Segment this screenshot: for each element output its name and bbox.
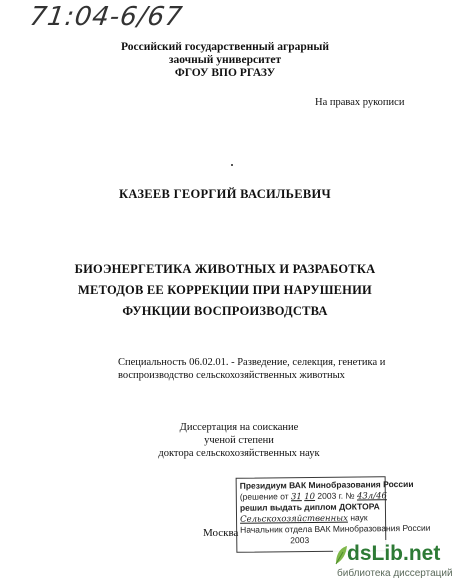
degree-line-3: доктора сельскохозяйственных наук (158, 448, 320, 459)
institution-line-1: Российский государственный аграрный (121, 41, 329, 53)
stamp-month: 10 (304, 491, 316, 502)
title-line-3: ФУНКЦИИ ВОСПРОИЗВОДСТВА (122, 304, 328, 318)
title-line-1: БИОЭНЕРГЕТИКА ЖИВОТНЫХ И РАЗРАБОТКА (74, 262, 376, 276)
specialty-line-2: воспроизводство сельскохозяйственных животных (118, 370, 345, 381)
stamp-field-suffix: наук (350, 511, 368, 523)
stamp-number: 43л/46 (356, 490, 387, 502)
stamp-year: 2003 (317, 490, 337, 501)
institution-name (0, 41, 450, 80)
rights-note: На правах рукописи (315, 97, 405, 108)
handwritten-catalog-code: 71:04-6/67 (27, 2, 185, 32)
stamp-date-prefix: (решение от (239, 490, 289, 502)
watermark-logo: dsLib.net (347, 542, 441, 565)
stamp-line-3: решил выдать диплом ДОКТОРА (239, 501, 380, 513)
dslib-watermark (333, 540, 453, 582)
degree-line-2: ученой степени (204, 435, 274, 446)
stamp-line-6: 2003 (290, 534, 310, 545)
institution-line-2: заочный университет (168, 54, 282, 66)
stamp-line-5: Начальник отдела ВАК Минобразования России (240, 522, 431, 535)
degree-line-1: Диссертация на соискание (179, 422, 299, 433)
dissertation-degree (139, 421, 339, 460)
dissertation-title (0, 259, 450, 322)
specialty-text (118, 356, 418, 382)
stamp-field-handwritten: Сельскохозяйственных (239, 513, 348, 525)
specialty-line-1: Специальность 06.02.01. - Разведение, селекция, генетика и (118, 357, 386, 368)
institution-line-3: ФГОУ ВПО РГАЗУ (174, 67, 276, 79)
stamp-number-label: г. № (338, 490, 355, 501)
city: Москва (203, 527, 239, 539)
stamp-day: 31 (290, 491, 302, 502)
title-line-2: МЕТОДОВ ЕЕ КОРРЕКЦИИ ПРИ НАРУШЕНИИ (78, 283, 372, 297)
stamp-line-1: Президиум ВАК Минобразования России (239, 478, 414, 491)
speck-mark (231, 164, 233, 166)
watermark-subtitle: библиотека диссертаций (337, 568, 453, 579)
author-name: КАЗЕЕВ ГЕОРГИЙ ВАСИЛЬЕВИЧ (118, 187, 332, 201)
